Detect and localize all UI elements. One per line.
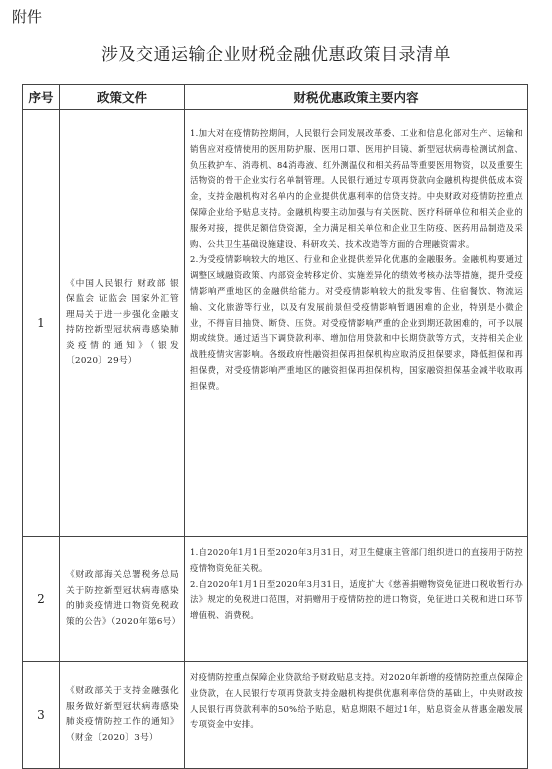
table-row — [23, 537, 528, 662]
row-content — [185, 110, 528, 537]
row-policy-doc: 《中国人民银行 财政部 银保监会 证监会 国家外汇管理局关于进一步强化金融支持防控新型冠状病毒感染肺炎疫情的通知》（银发〔2020〕29号） — [60, 110, 185, 537]
row-policy-doc: 《财政部海关总署税务总局关于防控新型冠状病毒感染的肺炎疫情进口物资免税政策的公告》（2020年第6号） — [60, 537, 185, 662]
row-seq: 3 — [23, 662, 60, 769]
page-title: 涉及交通运输企业财税金融优惠政策目录清单 — [101, 45, 451, 65]
attachment-label: 附件 — [12, 8, 43, 26]
table-row — [23, 110, 528, 537]
table-row — [23, 662, 528, 769]
content-paragraph: 1.自2020年1月1日至2020年3月31日，对卫生健康主管部门组织进口的直接用于防控疫情物资免征关税。 — [190, 547, 523, 573]
policy-table — [22, 84, 528, 769]
content-paragraph: 2.为受疫情影响较大的地区、行业和企业提供差异化优惠的金融服务。金融机构要通过调整区域融资政策、内部资金转移定价、实施差异化的绩效考核办法等措施，提升受疫情影响严重地区的金融供给能力。对受疫情影响较大的批发零售、住宿餐饮、物流运输、文化旅游等行业，以及有发展前景但受疫情影响暂遇困难的企业，特别是小微企业，不得盲目抽贷、断贷、压贷。对受疫情影响严重的企业到期还款困难的，可予以展期或续贷。通过适当下调贷款利率、增加信用贷款和中长期贷款等方式，支持相关企业战胜疫情灾害影响。各级政府性融资担保再担保机构应取消反担保要求，降低担保和再担保费，对受疫情影响严重地区的融资担保再担保机构，国家融资担保基金减半收取再担保费。 — [190, 254, 523, 391]
content-paragraph: 1.加大对在疫情防控期间，人民银行会同发展改革委、工业和信息化部对生产、运输和销售应对疫情使用的医用防护服、医用口罩、医用护目镜、新型冠状病毒检测试剂盒、负压救护车、消毒机、84消毒液、红外测温仪和相关药品等重要医用物资，以及重要生活物资的骨干企业实行名单制管理。人民银行通过专项再贷款向金融机构提供低成本资金，支持金融机构对名单内的企业提供优惠利率的信贷支持。中央财政对疫情防控重点保障企业给予贴息支持。金融机构要主动加强与有关医院、医疗科研单位和相关企业的服务对接，提供足额信贷资源，全力满足相关单位和企业卫生防疫、医药用品制造及采购、公共卫生基础设施建设、科研攻关、技术改造等方面的合理融资需求。 — [190, 128, 523, 249]
row-seq: 2 — [23, 537, 60, 662]
row-policy-doc: 《财政部关于支持金融强化服务做好新型冠状病毒感染肺炎疫情防控工作的通知》（财金〔2020〕3号） — [60, 662, 185, 769]
column-header-policy-doc: 政策文件 — [60, 85, 185, 110]
table-header-row — [23, 85, 528, 110]
column-header-content: 财税优惠政策主要内容 — [185, 85, 528, 110]
row-content — [185, 537, 528, 662]
content-paragraph: 对疫情防控重点保障企业贷款给予财政贴息支持。对2020年新增的疫情防控重点保障企业贷款，在人民银行专项再贷款支持金融机构提供优惠利率信贷的基础上，中央财政按人民银行再贷款利率的50%给予贴息，贴息期限不超过1年，贴息资金从普惠金融发展专项资金中安排。 — [190, 672, 523, 730]
row-seq: 1 — [23, 110, 60, 537]
column-header-seq: 序号 — [23, 85, 60, 110]
row-content — [185, 662, 528, 769]
content-paragraph: 2.自2020年1月1日至2020年3月31日，适度扩大《慈善捐赠物资免征进口税收暂行办法》规定的免税进口范围，对捐赠用于疫情防控的进口物资，免征进口关税和进口环节增值税、消费税。 — [190, 578, 523, 621]
